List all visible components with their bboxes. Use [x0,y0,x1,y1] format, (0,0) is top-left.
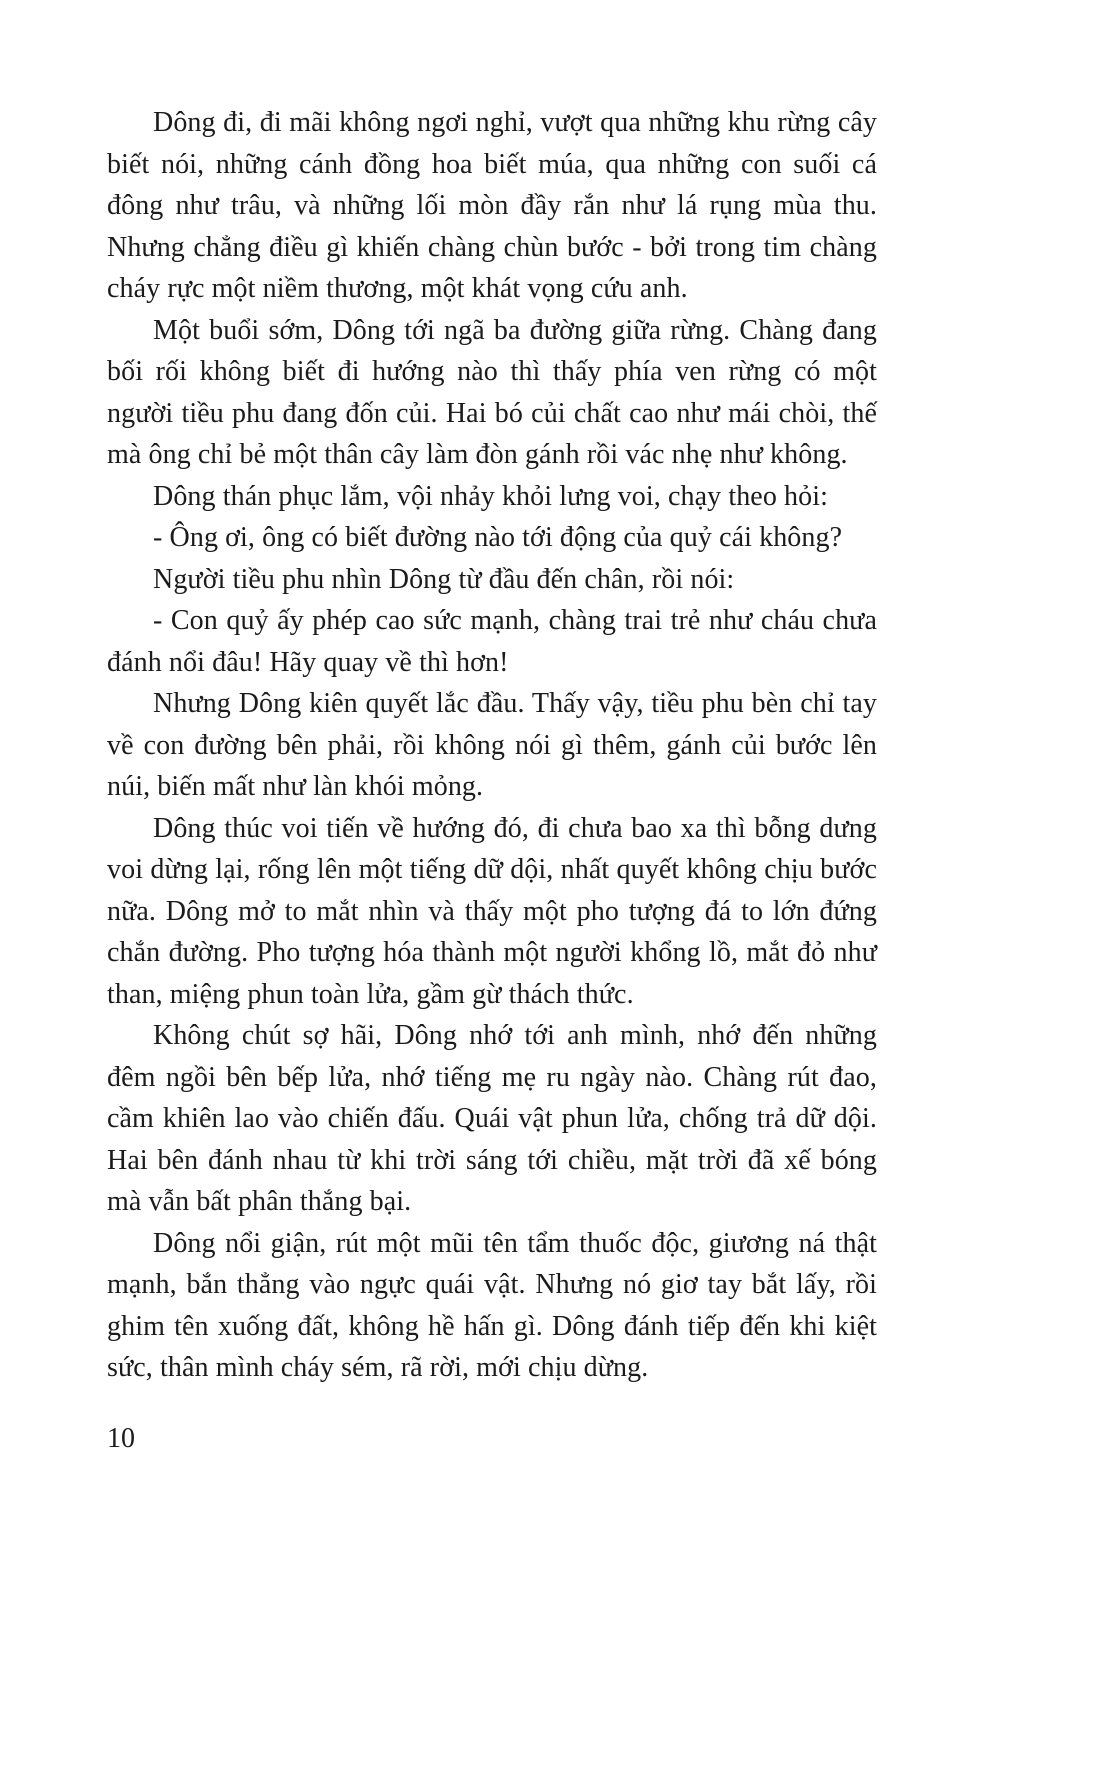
paragraph: Dông thúc voi tiến về hướng đó, đi chưa bao xa thì bỗng dưng voi dừng lại, rống lên một tiếng dữ dội, nhất quyết không chịu bước nữa. Dông mở to mắt nhìn và thấy một pho tượng đá to lớn đứng chắn đường. Pho tượng hóa thành một người khổng lồ, mắt đỏ như than, miệng phun toàn lửa, gầm gừ thách thức. [107,812,877,1010]
paragraph: Một buổi sớm, Dông tới ngã ba đường giữa rừng. Chàng đang bối rối không biết đi hướng nào thì thấy phía ven rừng có một người tiều phu đang đốn củi. Hai bó củi chất cao như mái chòi, thế mà ông chỉ bẻ một thân cây làm đòn gánh rồi vác nhẹ như không. [107,314,877,470]
paragraph: Không chút sợ hãi, Dông nhớ tới anh mình, nhớ đến những đêm ngồi bên bếp lửa, nhớ tiếng mẹ ru ngày nào. Chàng rút đao, cầm khiên lao vào chiến đấu. Quái vật phun lửa, chống trả dữ dội. Hai bên đánh nhau từ khi trời sáng tới chiều, mặt trời đã xế bóng mà vẫn bất phân thắng bại. [107,1020,877,1217]
paragraph-dialogue: - Ông ơi, ông có biết đường nào tới động của quỷ cái không? [153,522,843,553]
page-number: 10 [107,1423,135,1454]
story-text [107,102,877,1389]
paragraph: Dông đi, đi mãi không ngơi nghỉ, vượt qua những khu rừng cây biết nói, những cánh đồng hoa biết múa, qua những con suối cá đông như trâu, và những lối mòn đầy rắn như lá rụng mùa thu. Nhưng chẳng điều gì khiến chàng chùn bước - bởi trong tim chàng cháy rực một niềm thương, một khát vọng cứu anh. [107,107,877,304]
paragraph: Người tiều phu nhìn Dông từ đầu đến chân, rồi nói: [153,563,735,595]
paragraph: Dông thán phục lắm, vội nhảy khỏi lưng voi, chạy theo hỏi: [153,480,828,512]
paragraph-dialogue: - Con quỷ ấy phép cao sức mạnh, chàng trai trẻ như cháu chưa đánh nổi đâu! Hãy quay về thì hơn! [107,605,877,678]
paragraph: Dông nổi giận, rút một mũi tên tẩm thuốc độc, giương ná thật mạnh, bắn thẳng vào ngực quái vật. Nhưng nó giơ tay bắt lấy, rồi ghim tên xuống đất, không hề hấn gì. Dông đánh tiếp đến khi kiệt sức, thân mình cháy sém, rã rời, mới chịu dừng. [107,1227,877,1383]
paragraph: Nhưng Dông kiên quyết lắc đầu. Thấy vậy, tiều phu bèn chỉ tay về con đường bên phải, rồi không nói gì thêm, gánh củi bước lên núi, biến mất như làn khói mỏng. [107,688,877,802]
